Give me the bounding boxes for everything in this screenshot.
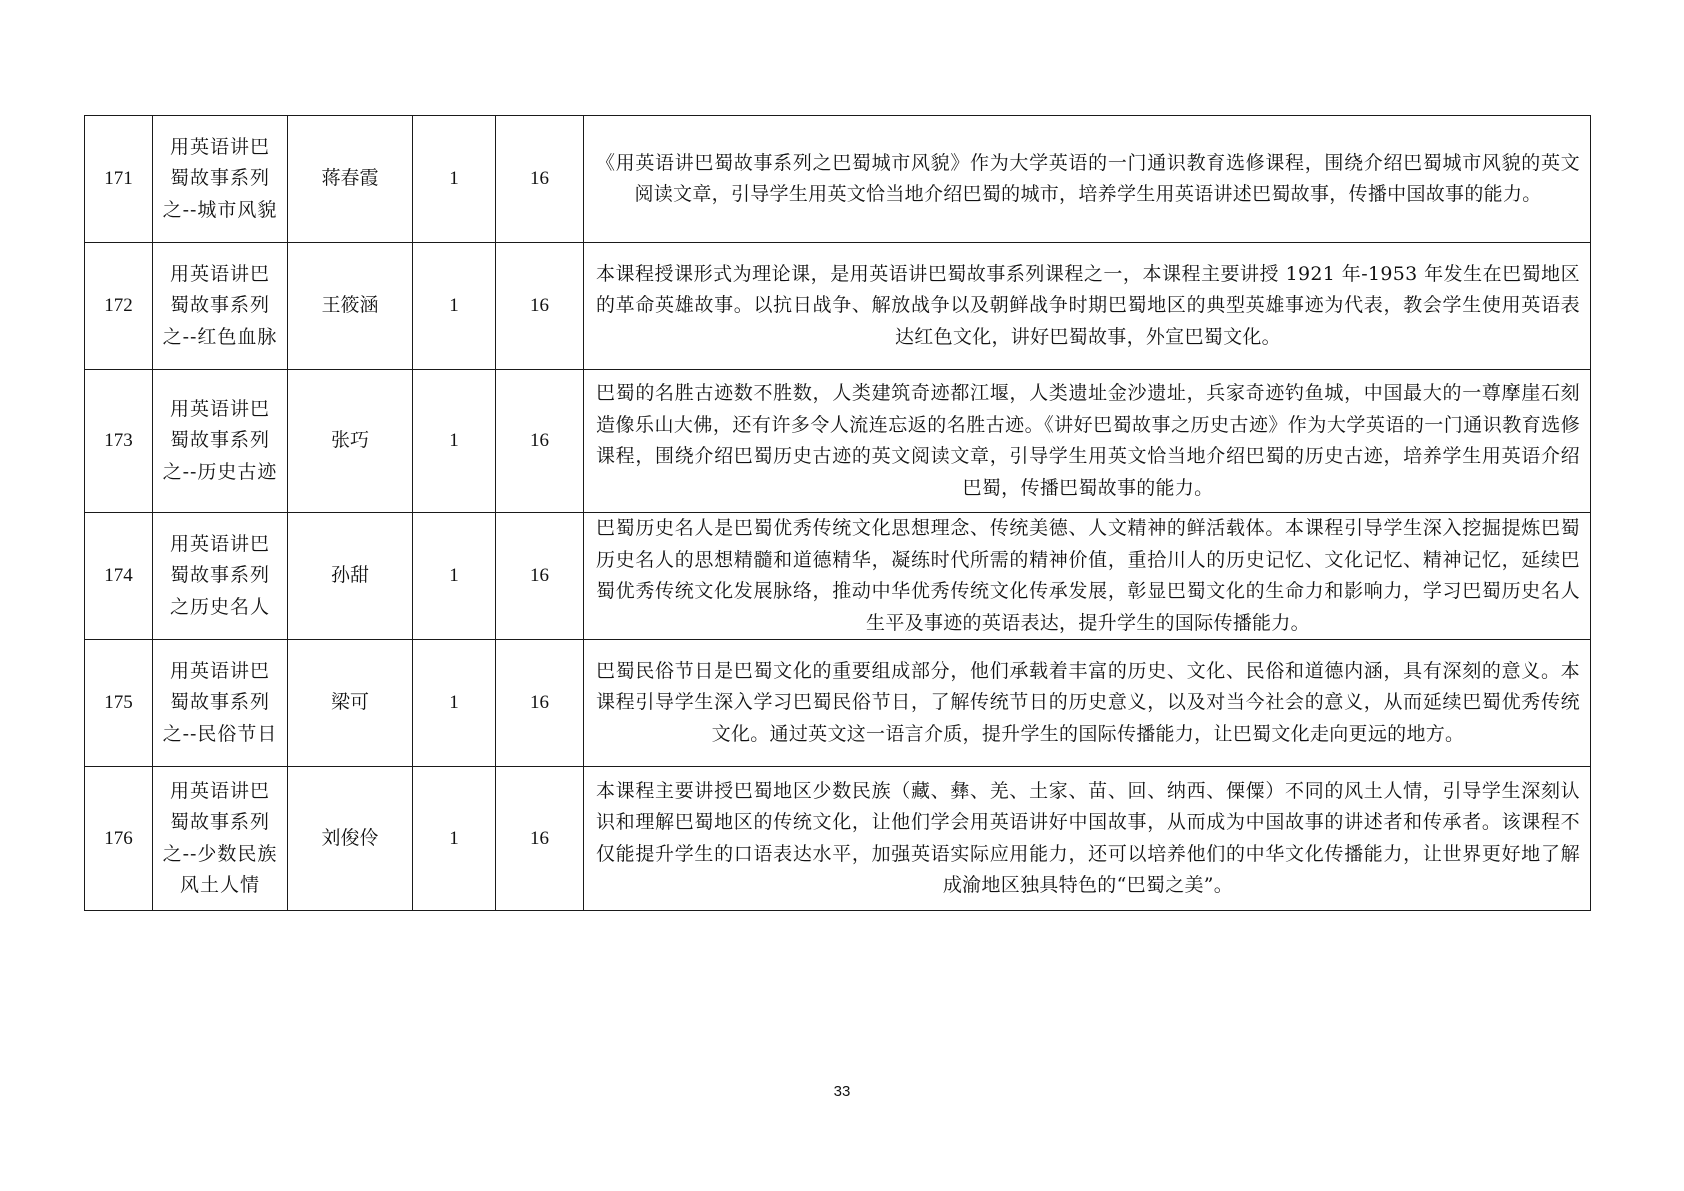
course-name: 用英语讲巴蜀故事系列之--少数民族风土人情: [153, 767, 288, 911]
course-description: 巴蜀历史名人是巴蜀优秀传统文化思想理念、传统美德、人文精神的鲜活载体。本课程引导学生深入挖掘提炼巴蜀历史名人的思想精髓和道德精华，凝练时代所需的精神价值，重拾川人的历史记忆、文化记忆、精神记忆，延续巴蜀优秀传统文化发展脉络，推动中华优秀传统文化传承发展，彰显巴蜀文化的生命力和影响力，学习巴蜀历史名人生平及事迹的英语表达，提升学生的国际传播能力。: [584, 513, 1591, 640]
page-number: 33: [833, 1083, 851, 1100]
course-number: 172: [85, 243, 153, 370]
course-table: [84, 115, 1591, 911]
course-description: 《用英语讲巴蜀故事系列之巴蜀城市风貌》作为大学英语的一门通识教育选修课程，围绕介绍巴蜀城市风貌的英文阅读文章，引导学生用英文恰当地介绍巴蜀的城市，培养学生用英语讲述巴蜀故事，传播中国故事的能力。: [584, 116, 1591, 243]
teacher-name: 蒋春霞: [288, 116, 413, 243]
course-credit: 1: [413, 513, 496, 640]
course-description: 本课程主要讲授巴蜀地区少数民族（藏、彝、羌、土家、苗、回、纳西、傈僳）不同的风土人情，引导学生深刻认识和理解巴蜀地区的传统文化，让他们学会用英语讲好中国故事，从而成为中国故事的讲述者和传承者。该课程不仅能提升学生的口语表达水平，加强英语实际应用能力，还可以培养他们的中华文化传播能力，让世界更好地了解成渝地区独具特色的“巴蜀之美”。: [584, 767, 1591, 911]
course-name: 用英语讲巴蜀故事系列之--城市风貌: [153, 116, 288, 243]
course-name: 用英语讲巴蜀故事系列之--红色血脉: [153, 243, 288, 370]
course-hours: 16: [496, 767, 584, 911]
course-name: 用英语讲巴蜀故事系列之历史名人: [153, 513, 288, 640]
teacher-name: 梁可: [288, 640, 413, 767]
course-hours: 16: [496, 640, 584, 767]
course-name: 用英语讲巴蜀故事系列之--历史古迹: [153, 370, 288, 513]
course-name: 用英语讲巴蜀故事系列之--民俗节日: [153, 640, 288, 767]
course-number: 174: [85, 513, 153, 640]
table-row: [85, 116, 1591, 243]
course-credit: 1: [413, 116, 496, 243]
course-hours: 16: [496, 370, 584, 513]
course-credit: 1: [413, 640, 496, 767]
course-hours: 16: [496, 243, 584, 370]
teacher-name: 张巧: [288, 370, 413, 513]
table-row: [85, 640, 1591, 767]
course-credit: 1: [413, 767, 496, 911]
course-credit: 1: [413, 243, 496, 370]
course-number: 175: [85, 640, 153, 767]
course-description: 巴蜀的名胜古迹数不胜数，人类建筑奇迹都江堰，人类遗址金沙遗址，兵家奇迹钓鱼城，中国最大的一尊摩崖石刻造像乐山大佛，还有许多令人流连忘返的名胜古迹。《讲好巴蜀故事之历史古迹》作为大学英语的一门通识教育选修课程，围绕介绍巴蜀历史古迹的英文阅读文章，引导学生用英文恰当地介绍巴蜀的历史古迹，培养学生用英语介绍巴蜀，传播巴蜀故事的能力。: [584, 370, 1591, 513]
teacher-name: 孙甜: [288, 513, 413, 640]
table-row: [85, 513, 1591, 640]
teacher-name: 刘俊伶: [288, 767, 413, 911]
course-number: 171: [85, 116, 153, 243]
teacher-name: 王筱涵: [288, 243, 413, 370]
course-number: 176: [85, 767, 153, 911]
course-credit: 1: [413, 370, 496, 513]
course-description: 巴蜀民俗节日是巴蜀文化的重要组成部分，他们承载着丰富的历史、文化、民俗和道德内涵，具有深刻的意义。本课程引导学生深入学习巴蜀民俗节日，了解传统节日的历史意义，以及对当今社会的意义，从而延续巴蜀优秀传统文化。通过英文这一语言介质，提升学生的国际传播能力，让巴蜀文化走向更远的地方。: [584, 640, 1591, 767]
course-description: 本课程授课形式为理论课，是用英语讲巴蜀故事系列课程之一，本课程主要讲授 1921 年-1953 年发生在巴蜀地区的革命英雄故事。以抗日战争、解放战争以及朝鲜战争时期巴蜀地区的典型英雄事迹为代表，教会学生使用英语表达红色文化，讲好巴蜀故事，外宣巴蜀文化。: [584, 243, 1591, 370]
course-hours: 16: [496, 513, 584, 640]
table-row: [85, 370, 1591, 513]
table-row: [85, 243, 1591, 370]
course-number: 173: [85, 370, 153, 513]
table-row: [85, 767, 1591, 911]
course-hours: 16: [496, 116, 584, 243]
